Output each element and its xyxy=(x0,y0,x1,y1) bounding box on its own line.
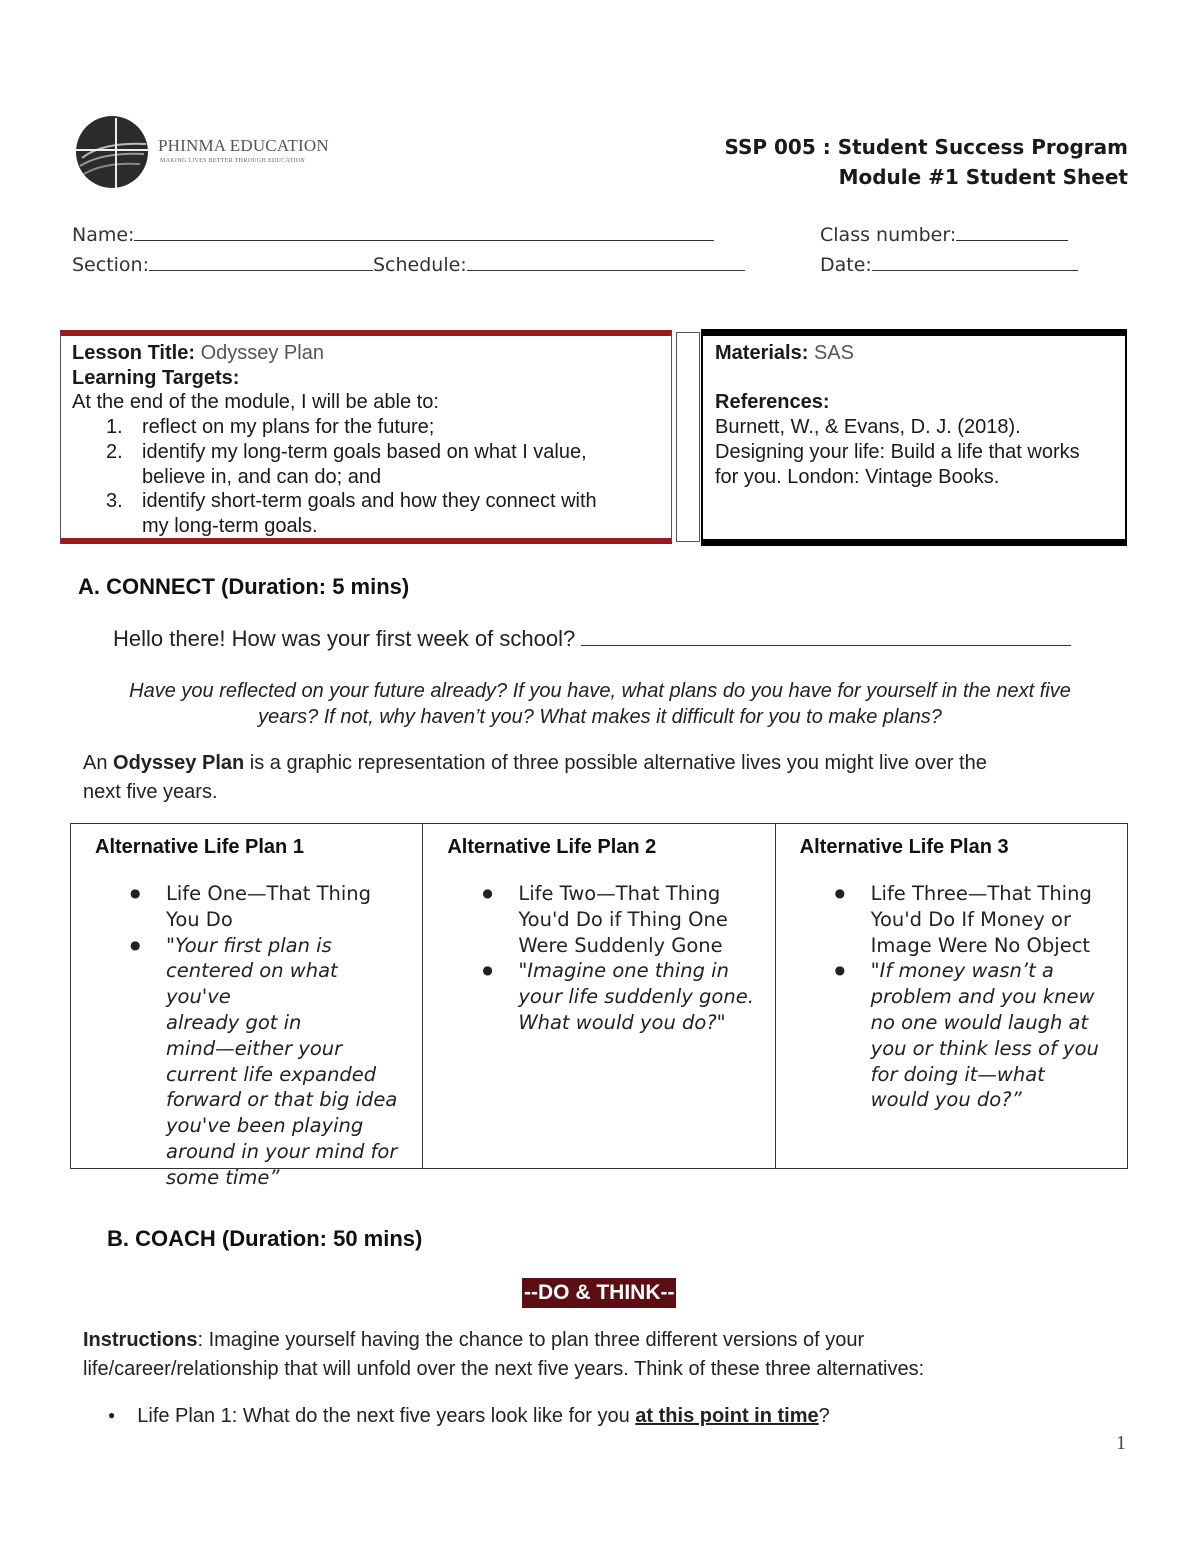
coach-heading: B. COACH (Duration: 50 mins) xyxy=(107,1226,423,1251)
name-label: Name: xyxy=(72,224,135,246)
plan-column-2 xyxy=(423,824,775,1168)
instructions: Instructions: Imagine yourself having the chance to plan three different versions of your life/career/relationship that will unfold over the next five years. Think of these three alternatives: xyxy=(83,1329,925,1380)
materials-value: SAS xyxy=(813,342,854,364)
course-title-line1: SSP 005 : Student Success Program xyxy=(724,135,1128,159)
emphasis-text: at this point in time xyxy=(635,1405,819,1427)
question-text: Hello there! How was your first week of school? xyxy=(113,626,576,651)
plan-column-1 xyxy=(71,824,423,1189)
section-schedule-field[interactable] xyxy=(72,252,745,276)
list-item: 1. reflect on my plans for the future; xyxy=(106,416,435,439)
list-item: ● "Imagine one thing in your life suddenly gone. What would you do?" xyxy=(447,958,754,1035)
plan-title: Alternative Life Plan 2 xyxy=(447,836,657,858)
references-label: References: xyxy=(715,391,830,414)
date-label: Date: xyxy=(820,254,872,276)
learning-targets-list xyxy=(72,415,672,539)
date-field[interactable] xyxy=(820,252,1078,276)
phinma-globe-icon xyxy=(72,112,152,192)
phinma-logo xyxy=(72,112,332,192)
list-item: ● Life Two—That Thing You'd Do if Thing One Were Suddenly Gone xyxy=(447,881,754,958)
do-think-badge: --DO & THINK-- xyxy=(522,1278,676,1308)
page-number: 1 xyxy=(1116,1432,1126,1454)
section-blank[interactable] xyxy=(149,252,373,271)
lesson-title-value: Odyssey Plan xyxy=(200,342,324,364)
life-plan-1-bullet: ● Life Plan 1: What do the next five years look like for you at this point in time? xyxy=(108,1405,830,1427)
plan-column-3 xyxy=(776,824,1127,1168)
logo-tagline: MAKING LIVES BETTER THROUGH EDUCATION xyxy=(160,158,305,164)
divider-cell xyxy=(676,332,700,542)
targets-intro: At the end of the module, I will be able to: xyxy=(72,391,439,414)
plan-title: Alternative Life Plan 3 xyxy=(799,836,1009,858)
course-title xyxy=(724,132,1128,192)
course-title-line2: Module #1 Student Sheet xyxy=(838,165,1128,189)
list-item: ● Life Three—That Thing You'd Do If Money or Image Were No Object xyxy=(800,881,1107,958)
list-item: ● "If money wasn’t a problem and you knew no one would laugh at you or think less of you for doing it—what would you do?” xyxy=(800,958,1107,1113)
reflection-prompt: Have you reflected on your future already? If you have, what plans do you have for yourself in the next five years? If not, why haven’t you? What makes it difficult for you to make plans? xyxy=(129,680,1071,728)
lesson-title-label: Lesson Title: xyxy=(72,342,195,364)
answer-blank[interactable] xyxy=(581,625,1071,646)
date-blank[interactable] xyxy=(872,252,1078,271)
reference-line: for you. London: Vintage Books. xyxy=(715,465,1000,488)
schedule-blank[interactable] xyxy=(467,252,745,271)
learning-targets-label: Learning Targets: xyxy=(72,366,240,389)
life-plan-table xyxy=(70,823,1128,1189)
class-number-field[interactable] xyxy=(820,222,1068,246)
class-number-label: Class number: xyxy=(820,224,957,246)
materials-content xyxy=(715,341,1115,489)
reference-line: Designing your life: Build a life that works xyxy=(715,440,1080,463)
section-label: Section: xyxy=(72,254,149,276)
name-field[interactable] xyxy=(72,222,714,246)
list-item: ● "Your first plan is centered on what you've already got in mind—either your current life expanded forward or that big idea you've been playing around in your mind for some time” xyxy=(95,933,402,1191)
schedule-label: Schedule: xyxy=(373,254,467,276)
list-item: 3. identify short-term goals and how they connect with my long-term goals. xyxy=(106,490,597,537)
bullet-icon: ● xyxy=(108,1408,116,1422)
lesson-content xyxy=(72,341,672,539)
materials-label: Materials: xyxy=(715,342,809,364)
class-number-blank[interactable] xyxy=(956,222,1068,241)
connect-heading: A. CONNECT (Duration: 5 mins) xyxy=(78,574,410,599)
connect-question[interactable] xyxy=(113,625,1071,652)
instructions-label: Instructions xyxy=(83,1329,198,1351)
reference-line: Burnett, W., & Evans, D. J. (2018). xyxy=(715,416,1021,439)
logo-org-name: PHINMA EDUCATION xyxy=(158,136,329,155)
name-blank[interactable] xyxy=(134,222,714,241)
plan-title: Alternative Life Plan 1 xyxy=(95,836,304,858)
odyssey-definition: An Odyssey Plan is a graphic representation of three possible alternative lives you might live over the next five years. xyxy=(83,752,987,803)
odyssey-plan-term: Odyssey Plan xyxy=(113,752,245,774)
list-item: 2. identify my long-term goals based on what I value, believe in, and can do; and xyxy=(106,440,587,488)
list-item: ● Life One—That Thing You Do xyxy=(95,881,402,933)
